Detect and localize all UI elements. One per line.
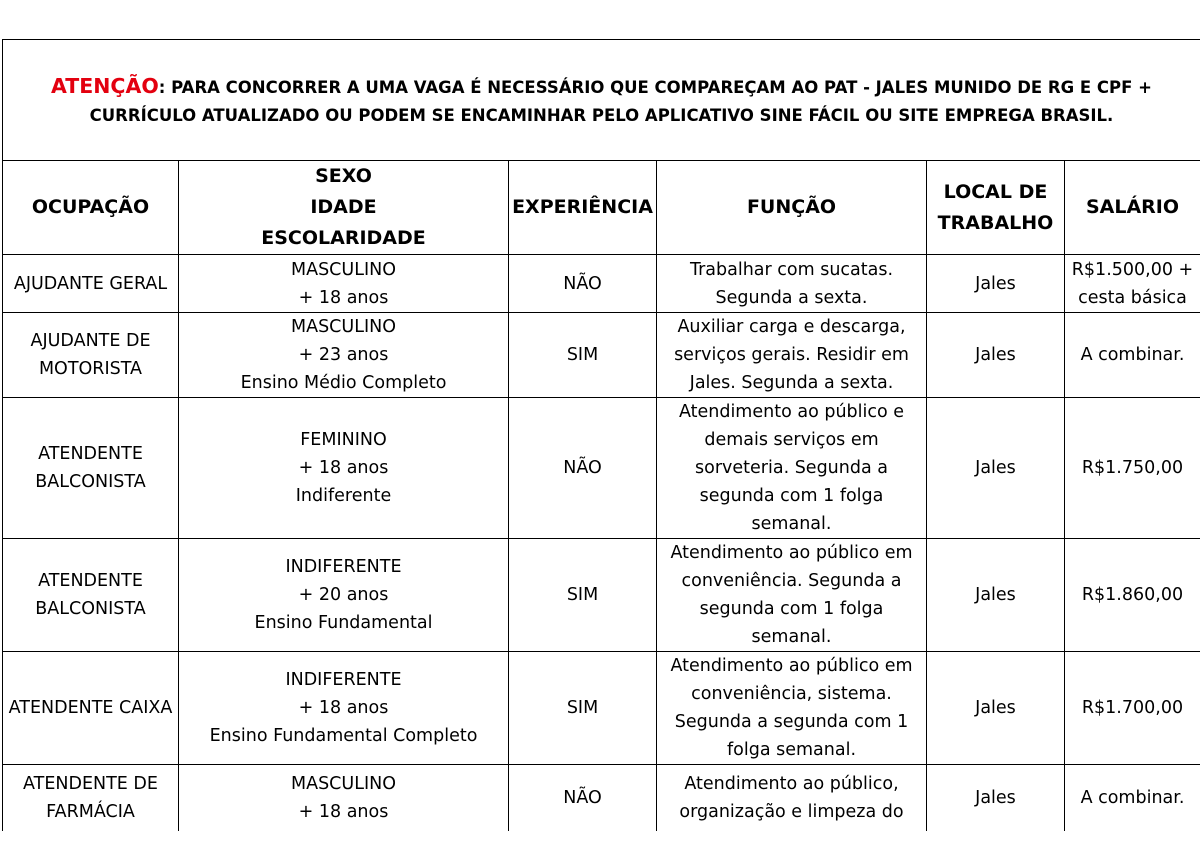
- function-line: conveniência. Segunda a: [681, 571, 902, 591]
- profile-line: + 18 anos: [298, 801, 389, 822]
- cell-function: [657, 313, 927, 398]
- table-row: [3, 398, 1200, 539]
- cell-experience: SIM: [509, 313, 657, 398]
- profile-line: Ensino Fundamental: [254, 613, 433, 633]
- cell-workplace: Jales: [927, 765, 1065, 831]
- occupation-line: ATENDENTE CAIXA: [8, 698, 173, 718]
- cell-profile: [179, 313, 509, 398]
- occupation-line: ATENDENTE: [38, 444, 143, 464]
- salary-line: A combinar.: [1080, 345, 1185, 365]
- salary-line: R$1.700,00: [1081, 698, 1184, 718]
- profile-line: INDIFERENTE: [285, 557, 402, 577]
- function-line: Atendimento ao público em: [670, 543, 913, 563]
- cell-experience: NÃO: [509, 398, 657, 539]
- profile-line: MASCULINO: [291, 773, 396, 794]
- cell-function: [657, 539, 927, 652]
- header-row: [3, 161, 1200, 255]
- profile-line: Ensino Fundamental Completo: [209, 726, 478, 746]
- cell-salary: [1065, 652, 1200, 765]
- notice-line-2: CURRÍCULO ATUALIZADO OU PODEM SE ENCAMINHAR PELO APLICATIVO SINE FÁCIL OU SITE EMPREGA BRASIL.: [89, 106, 1114, 125]
- function-line: Trabalhar com sucatas.: [689, 259, 894, 280]
- table-row: [3, 313, 1200, 398]
- salary-line: A combinar.: [1080, 787, 1185, 808]
- cell-occupation: [3, 539, 179, 652]
- cell-salary: [1065, 313, 1200, 398]
- header-function: FUNÇÃO: [657, 161, 927, 255]
- occupation-line: BALCONISTA: [35, 599, 146, 619]
- cell-profile: [179, 398, 509, 539]
- header-occupation: OCUPAÇÃO: [3, 161, 179, 255]
- cell-workplace: Jales: [927, 539, 1065, 652]
- function-line: Atendimento ao público e: [678, 402, 905, 422]
- function-line: folga semanal.: [726, 740, 857, 760]
- cell-workplace: Jales: [927, 255, 1065, 313]
- table-row: [3, 255, 1200, 313]
- function-line: Atendimento ao público,: [684, 773, 899, 794]
- profile-line: Indiferente: [295, 486, 392, 506]
- cell-salary: [1065, 539, 1200, 652]
- notice-banner: [2, 39, 1200, 160]
- function-line: organização e limpeza do: [679, 801, 904, 822]
- notice-line-1: [51, 72, 1152, 102]
- occupation-line: AJUDANTE GERAL: [13, 273, 168, 294]
- function-line: semanal.: [751, 514, 832, 534]
- function-line: serviços gerais. Residir em: [674, 345, 909, 365]
- profile-line: MASCULINO: [291, 317, 396, 337]
- cell-occupation: [3, 765, 179, 831]
- function-line: semanal.: [751, 627, 832, 647]
- header-salary: SALÁRIO: [1065, 161, 1200, 255]
- function-line: Segunda a segunda com 1: [674, 712, 909, 732]
- profile-line: + 20 anos: [298, 585, 389, 605]
- function-line: segunda com 1 folga: [699, 599, 884, 619]
- function-line: Auxiliar carga e descarga,: [677, 317, 906, 337]
- profile-line: FEMININO: [300, 430, 387, 450]
- salary-line: R$1.860,00: [1081, 585, 1184, 605]
- header-profile: [179, 161, 509, 255]
- cell-experience: NÃO: [509, 765, 657, 831]
- cell-salary: [1065, 398, 1200, 539]
- cell-function: [657, 255, 927, 313]
- table-row: [3, 765, 1200, 831]
- profile-line: INDIFERENTE: [285, 670, 402, 690]
- function-line: segunda com 1 folga: [699, 486, 884, 506]
- vacancy-table: [2, 160, 1200, 831]
- header-workplace-line: TRABALHO: [937, 211, 1054, 234]
- cell-workplace: Jales: [927, 652, 1065, 765]
- salary-line: cesta básica: [1078, 287, 1187, 308]
- header-workplace: [927, 161, 1065, 255]
- cell-profile: [179, 255, 509, 313]
- occupation-line: ATENDENTE: [38, 571, 143, 591]
- salary-line: R$1.750,00: [1081, 458, 1184, 478]
- cell-salary: [1065, 255, 1200, 313]
- profile-line: MASCULINO: [291, 259, 396, 280]
- occupation-line: MOTORISTA: [38, 359, 143, 379]
- cell-experience: SIM: [509, 539, 657, 652]
- occupation-line: BALCONISTA: [35, 472, 146, 492]
- cell-workplace: Jales: [927, 398, 1065, 539]
- table-row: [3, 539, 1200, 652]
- cell-salary: [1065, 765, 1200, 831]
- profile-line: Ensino Médio Completo: [240, 373, 447, 393]
- header-profile-sex: SEXO: [315, 165, 372, 187]
- header-workplace-line: LOCAL DE: [943, 180, 1048, 203]
- profile-line: + 18 anos: [298, 458, 389, 478]
- cell-function: [657, 652, 927, 765]
- cell-profile: [179, 765, 509, 831]
- profile-line: + 18 anos: [298, 287, 389, 308]
- occupation-line: ATENDENTE DE: [23, 773, 158, 794]
- header-profile-education: ESCOLARIDADE: [261, 227, 426, 249]
- header-profile-age: IDADE: [310, 196, 377, 218]
- cell-experience: NÃO: [509, 255, 657, 313]
- cell-function: [657, 765, 927, 831]
- table-row: [3, 652, 1200, 765]
- cell-occupation: [3, 313, 179, 398]
- notice-text-1: : PARA CONCORRER A UMA VAGA É NECESSÁRIO QUE COMPAREÇAM AO PAT - JALES MUNIDO DE RG E CPF +: [158, 78, 1152, 97]
- cell-occupation: [3, 398, 179, 539]
- cell-occupation: [3, 652, 179, 765]
- profile-line: + 23 anos: [298, 345, 389, 365]
- occupation-line: FARMÁCIA: [46, 801, 135, 822]
- function-line: demais serviços em: [704, 430, 879, 450]
- alert-word: ATENÇÃO: [51, 74, 159, 98]
- function-line: sorveteria. Segunda a: [695, 458, 888, 478]
- cell-occupation: [3, 255, 179, 313]
- cell-workplace: Jales: [927, 313, 1065, 398]
- header-experience: EXPERIÊNCIA: [509, 161, 657, 255]
- function-line: Segunda a sexta.: [715, 287, 868, 308]
- salary-line: R$1.500,00 +: [1071, 259, 1194, 280]
- cell-experience: SIM: [509, 652, 657, 765]
- profile-line: + 18 anos: [298, 698, 389, 718]
- function-line: Atendimento ao público em: [670, 656, 913, 676]
- cell-profile: [179, 652, 509, 765]
- function-line: Jales. Segunda a sexta.: [689, 373, 894, 393]
- occupation-line: AJUDANTE DE: [30, 331, 151, 351]
- cell-function: [657, 398, 927, 539]
- function-line: conveniência, sistema.: [691, 684, 892, 704]
- cell-profile: [179, 539, 509, 652]
